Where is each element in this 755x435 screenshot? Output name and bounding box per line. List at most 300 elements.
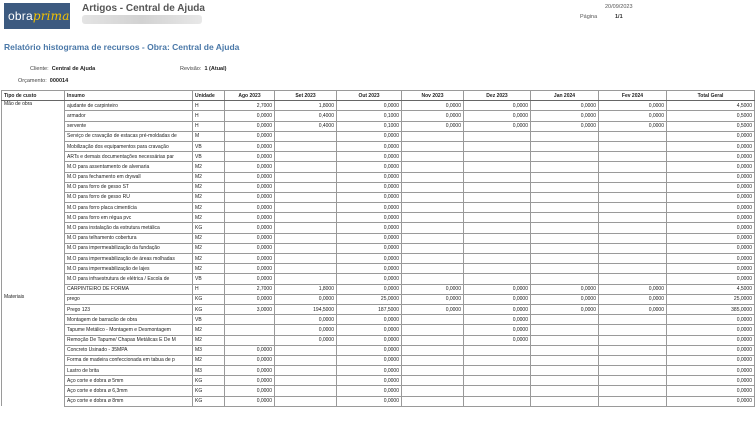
value-cell: 0,0000 <box>667 152 755 162</box>
value-cell: 0,0000 <box>225 366 275 376</box>
value-cell <box>599 243 667 253</box>
value-cell <box>599 131 667 141</box>
value-cell <box>402 192 464 202</box>
value-cell <box>464 243 531 253</box>
value-cell: 0,0000 <box>225 111 275 121</box>
tipo-de-custo-cell <box>2 355 65 365</box>
value-cell: 25,0000 <box>667 294 755 304</box>
value-cell: 0,0000 <box>225 172 275 182</box>
revisao-label: Revisão: <box>180 66 202 72</box>
insumo-cell: M.O para telhamento cobertura <box>65 233 193 243</box>
value-cell: 385,0000 <box>667 304 755 314</box>
unidade-cell: KG <box>193 294 225 304</box>
value-cell: 0,0000 <box>667 325 755 335</box>
table-row <box>2 254 755 264</box>
value-cell: 0,0000 <box>667 396 755 406</box>
table-row <box>2 325 755 335</box>
value-cell: 0,0000 <box>337 182 402 192</box>
value-cell: 0,0000 <box>337 376 402 386</box>
value-cell: 0,0000 <box>599 101 667 111</box>
value-cell <box>599 223 667 233</box>
unidade-cell: KG <box>193 376 225 386</box>
value-cell <box>531 345 599 355</box>
tipo-de-custo-cell: Materiais <box>2 294 65 304</box>
insumo-cell: servente <box>65 121 193 131</box>
col-header: Out 2023 <box>337 91 402 101</box>
table-row <box>2 376 755 386</box>
value-cell: 0,0000 <box>531 121 599 131</box>
insumo-cell: Mobilização dos equipamentos para cravação <box>65 141 193 151</box>
value-cell: 0,0000 <box>464 315 531 325</box>
value-cell <box>599 274 667 284</box>
value-cell: 0,0000 <box>225 355 275 365</box>
value-cell: 0,0000 <box>337 101 402 111</box>
value-cell <box>402 396 464 406</box>
table-row <box>2 335 755 345</box>
value-cell <box>464 274 531 284</box>
value-cell <box>275 264 337 274</box>
value-cell: 0,0000 <box>337 396 402 406</box>
tipo-de-custo-cell <box>2 203 65 213</box>
value-cell: 0,0000 <box>337 315 402 325</box>
value-cell: 0,0000 <box>225 233 275 243</box>
value-cell: 0,0000 <box>337 131 402 141</box>
value-cell: 0,0000 <box>337 243 402 253</box>
value-cell <box>402 141 464 151</box>
unidade-cell: VB <box>193 141 225 151</box>
insumo-cell: Aço corte e dobra ø 8mm <box>65 396 193 406</box>
value-cell: 0,0000 <box>667 254 755 264</box>
value-cell: 0,0000 <box>531 101 599 111</box>
value-cell <box>275 233 337 243</box>
unidade-cell: M2 <box>193 254 225 264</box>
value-cell <box>599 152 667 162</box>
value-cell: 0,5000 <box>667 121 755 131</box>
tipo-de-custo-cell <box>2 274 65 284</box>
value-cell <box>599 192 667 202</box>
value-cell <box>275 254 337 264</box>
value-cell <box>402 243 464 253</box>
value-cell <box>464 213 531 223</box>
value-cell <box>464 172 531 182</box>
unidade-cell: H <box>193 121 225 131</box>
value-cell: 0,0000 <box>337 233 402 243</box>
table-row <box>2 315 755 325</box>
value-cell <box>464 131 531 141</box>
value-cell: 0,0000 <box>337 325 402 335</box>
value-cell <box>275 172 337 182</box>
value-cell <box>275 213 337 223</box>
cliente-value: Central de Ajuda <box>51 66 96 72</box>
table-row <box>2 121 755 131</box>
value-cell <box>599 366 667 376</box>
value-cell: 0,0000 <box>225 121 275 131</box>
value-cell <box>275 131 337 141</box>
value-cell <box>464 192 531 202</box>
tipo-de-custo-cell <box>2 141 65 151</box>
value-cell: 0,0000 <box>337 223 402 233</box>
value-cell <box>275 355 337 365</box>
value-cell: 0,0000 <box>337 172 402 182</box>
unidade-cell: M2 <box>193 355 225 365</box>
value-cell <box>402 325 464 335</box>
tipo-de-custo-cell <box>2 254 65 264</box>
value-cell: 0,0000 <box>337 355 402 365</box>
insumo-cell: Tapume Metálico - Montagem e Desmontagem <box>65 325 193 335</box>
insumo-cell: M.O para forro de gesso ST <box>65 182 193 192</box>
value-cell: 0,0000 <box>667 243 755 253</box>
value-cell <box>599 254 667 264</box>
value-cell: 0,0000 <box>337 345 402 355</box>
insumo-cell: M.O para impermeabilização de áreas molhadas <box>65 254 193 264</box>
value-cell: 4,5000 <box>667 284 755 294</box>
value-cell <box>531 315 599 325</box>
value-cell <box>275 396 337 406</box>
value-cell: 0,4000 <box>275 111 337 121</box>
unidade-cell: KG <box>193 396 225 406</box>
unidade-cell: M2 <box>193 325 225 335</box>
table-row <box>2 345 755 355</box>
value-cell <box>531 203 599 213</box>
document-title: Artigos - Central de Ajuda <box>82 3 205 14</box>
tipo-de-custo-cell <box>2 376 65 386</box>
value-cell <box>275 223 337 233</box>
unidade-cell: VB <box>193 315 225 325</box>
unidade-cell: M2 <box>193 243 225 253</box>
value-cell <box>402 213 464 223</box>
insumo-cell: prego <box>65 294 193 304</box>
value-cell <box>599 182 667 192</box>
value-cell <box>464 366 531 376</box>
insumo-cell: Lastro de brita <box>65 366 193 376</box>
value-cell <box>402 203 464 213</box>
value-cell: 0,0000 <box>225 396 275 406</box>
table-row <box>2 274 755 284</box>
value-cell: 187,5000 <box>337 304 402 314</box>
col-header: Total Geral <box>667 91 755 101</box>
value-cell: 0,0000 <box>337 203 402 213</box>
value-cell: 0,0000 <box>275 335 337 345</box>
tipo-de-custo-cell <box>2 325 65 335</box>
logo-text-accent: prima <box>32 9 70 23</box>
value-cell: 0,0000 <box>225 213 275 223</box>
unidade-cell: M <box>193 131 225 141</box>
value-cell: 0,0000 <box>667 335 755 345</box>
value-cell <box>275 386 337 396</box>
value-cell: 0,0000 <box>402 304 464 314</box>
unidade-cell: KG <box>193 304 225 314</box>
value-cell <box>531 325 599 335</box>
table-row <box>2 213 755 223</box>
value-cell <box>531 386 599 396</box>
value-cell: 0,0000 <box>225 131 275 141</box>
value-cell <box>531 396 599 406</box>
tipo-de-custo-cell <box>2 335 65 345</box>
insumo-cell: M.O para forro placa cimentícia <box>65 203 193 213</box>
value-cell: 0,0000 <box>599 111 667 121</box>
value-cell: 0,0000 <box>667 366 755 376</box>
value-cell <box>275 192 337 202</box>
value-cell <box>402 274 464 284</box>
value-cell: 0,0000 <box>337 213 402 223</box>
value-cell: 0,0000 <box>225 141 275 151</box>
table-row <box>2 141 755 151</box>
value-cell <box>464 376 531 386</box>
value-cell: 0,0000 <box>667 203 755 213</box>
value-cell: 0,0000 <box>667 182 755 192</box>
col-header: Dez 2023 <box>464 91 531 101</box>
value-cell: 0,0000 <box>464 121 531 131</box>
value-cell: 0,0000 <box>337 254 402 264</box>
value-cell: 25,0000 <box>337 294 402 304</box>
col-header: Tipo de custo <box>2 91 65 101</box>
table-row <box>2 386 755 396</box>
redacted-subtitle <box>82 15 202 24</box>
tipo-de-custo-cell <box>2 172 65 182</box>
value-cell <box>402 223 464 233</box>
value-cell <box>225 315 275 325</box>
page-label: Página <box>580 14 598 20</box>
value-cell <box>531 355 599 365</box>
insumo-cell: M.O para impermeabilização de lajes <box>65 264 193 274</box>
value-cell <box>464 162 531 172</box>
value-cell: 0,0000 <box>667 386 755 396</box>
value-cell <box>402 172 464 182</box>
value-cell <box>464 254 531 264</box>
value-cell: 0,0000 <box>667 131 755 141</box>
value-cell: 0,0000 <box>337 386 402 396</box>
value-cell <box>402 335 464 345</box>
company-logo <box>4 3 70 29</box>
table-row <box>2 172 755 182</box>
insumo-cell: M.O para impermeabilização da fundação <box>65 243 193 253</box>
value-cell: 0,0000 <box>275 294 337 304</box>
value-cell: 0,0000 <box>225 294 275 304</box>
value-cell: 0,0000 <box>667 264 755 274</box>
insumo-cell: Montagem de barracão de obra <box>65 315 193 325</box>
table-row <box>2 396 755 406</box>
tipo-de-custo-cell <box>2 121 65 131</box>
value-cell: 0,0000 <box>225 274 275 284</box>
value-cell <box>599 355 667 365</box>
value-cell: 0,0000 <box>464 325 531 335</box>
col-header: Ago 2023 <box>225 91 275 101</box>
page-number: 1/1 <box>615 14 623 20</box>
value-cell: 0,0000 <box>667 376 755 386</box>
unidade-cell: VB <box>193 274 225 284</box>
value-cell <box>402 152 464 162</box>
table-row <box>2 264 755 274</box>
value-cell: 3,0000 <box>225 304 275 314</box>
table-row <box>2 284 755 294</box>
tipo-de-custo-cell <box>2 131 65 141</box>
value-cell: 0,0000 <box>667 162 755 172</box>
table-row <box>2 182 755 192</box>
value-cell: 0,0000 <box>667 315 755 325</box>
insumo-cell: CARPINTEIRO DE FORMA <box>65 284 193 294</box>
tipo-de-custo-cell <box>2 111 65 121</box>
insumo-cell: M.O para fechamento em drywall <box>65 172 193 182</box>
cliente-label: Cliente: <box>30 66 49 72</box>
value-cell <box>531 264 599 274</box>
value-cell <box>531 131 599 141</box>
value-cell: 0,0000 <box>667 274 755 284</box>
value-cell: 0,1000 <box>337 121 402 131</box>
value-cell: 0,0000 <box>667 345 755 355</box>
value-cell <box>275 203 337 213</box>
value-cell <box>599 335 667 345</box>
value-cell: 0,0000 <box>225 223 275 233</box>
col-header: Fev 2024 <box>599 91 667 101</box>
tipo-de-custo-cell <box>2 345 65 355</box>
value-cell <box>275 182 337 192</box>
value-cell: 0,0000 <box>225 243 275 253</box>
value-cell <box>531 376 599 386</box>
value-cell: 0,0000 <box>667 355 755 365</box>
insumo-cell: Prego 123 <box>65 304 193 314</box>
insumo-cell: M.O para forro em régua pvc <box>65 213 193 223</box>
col-header: Insumo <box>65 91 193 101</box>
value-cell: 2,7000 <box>225 101 275 111</box>
value-cell: 0,0000 <box>531 111 599 121</box>
value-cell: 0,4000 <box>275 121 337 131</box>
value-cell <box>531 254 599 264</box>
value-cell: 0,0000 <box>402 101 464 111</box>
value-cell: 0,0000 <box>667 223 755 233</box>
orcamento-label: Orçamento: <box>18 78 47 84</box>
value-cell <box>275 152 337 162</box>
table-row <box>2 131 755 141</box>
value-cell: 0,0000 <box>402 121 464 131</box>
value-cell <box>275 162 337 172</box>
value-cell <box>464 233 531 243</box>
value-cell: 0,0000 <box>337 335 402 345</box>
value-cell: 0,0000 <box>275 325 337 335</box>
insumo-cell: Aço corte e dobra ø 5mm <box>65 376 193 386</box>
report-title: Relatório histograma de recursos - Obra: Central de Ajuda <box>4 42 240 52</box>
print-date: 20/09/2023 <box>605 4 633 10</box>
value-cell: 0,1000 <box>337 111 402 121</box>
value-cell <box>599 162 667 172</box>
value-cell <box>402 315 464 325</box>
value-cell <box>464 203 531 213</box>
value-cell <box>402 366 464 376</box>
value-cell: 0,0000 <box>225 254 275 264</box>
value-cell <box>599 386 667 396</box>
value-cell <box>402 233 464 243</box>
value-cell <box>599 141 667 151</box>
value-cell <box>275 366 337 376</box>
logo-text: obra <box>8 9 33 23</box>
value-cell <box>599 376 667 386</box>
revisao-row <box>180 66 226 72</box>
value-cell <box>599 325 667 335</box>
unidade-cell: M2 <box>193 335 225 345</box>
value-cell: 0,0000 <box>225 152 275 162</box>
tipo-de-custo-cell <box>2 213 65 223</box>
tipo-de-custo-cell <box>2 396 65 406</box>
insumo-cell: Concreto Usinado - 35MPA <box>65 345 193 355</box>
value-cell: 0,0000 <box>337 264 402 274</box>
value-cell: 0,0000 <box>337 366 402 376</box>
value-cell: 0,0000 <box>599 284 667 294</box>
value-cell <box>402 254 464 264</box>
table-row <box>2 101 755 111</box>
table-row <box>2 294 755 304</box>
value-cell: 0,5000 <box>667 111 755 121</box>
tipo-de-custo-cell <box>2 223 65 233</box>
value-cell: 0,0000 <box>531 284 599 294</box>
table-body <box>2 101 755 407</box>
value-cell <box>225 325 275 335</box>
value-cell <box>402 376 464 386</box>
value-cell <box>275 141 337 151</box>
unidade-cell: KG <box>193 386 225 396</box>
value-cell: 0,0000 <box>337 162 402 172</box>
value-cell: 0,0000 <box>667 233 755 243</box>
value-cell <box>464 264 531 274</box>
value-cell <box>531 172 599 182</box>
value-cell <box>531 233 599 243</box>
unidade-cell: KG <box>193 223 225 233</box>
insumo-cell: M.O para instalação da estrutura metálica <box>65 223 193 233</box>
value-cell <box>531 213 599 223</box>
value-cell: 0,0000 <box>464 335 531 345</box>
unidade-cell: M2 <box>193 182 225 192</box>
table-row <box>2 366 755 376</box>
value-cell: 0,0000 <box>402 111 464 121</box>
value-cell <box>275 345 337 355</box>
value-cell: 0,0000 <box>464 111 531 121</box>
value-cell <box>531 243 599 253</box>
value-cell: 1,8000 <box>275 284 337 294</box>
value-cell <box>402 182 464 192</box>
unidade-cell: M2 <box>193 172 225 182</box>
col-header: Unidade <box>193 91 225 101</box>
value-cell <box>599 203 667 213</box>
value-cell <box>402 162 464 172</box>
value-cell <box>464 396 531 406</box>
value-cell <box>464 152 531 162</box>
unidade-cell: M3 <box>193 366 225 376</box>
value-cell <box>599 345 667 355</box>
table-row <box>2 203 755 213</box>
value-cell: 0,0000 <box>225 162 275 172</box>
table-row <box>2 192 755 202</box>
value-cell <box>531 274 599 284</box>
table-row <box>2 162 755 172</box>
value-cell: 0,0000 <box>599 304 667 314</box>
value-cell <box>531 366 599 376</box>
value-cell <box>531 223 599 233</box>
value-cell: 4,5000 <box>667 101 755 111</box>
value-cell: 0,0000 <box>667 172 755 182</box>
value-cell: 0,0000 <box>337 192 402 202</box>
value-cell: 0,0000 <box>464 101 531 111</box>
table-row <box>2 243 755 253</box>
value-cell <box>464 355 531 365</box>
value-cell <box>464 141 531 151</box>
value-cell: 0,0000 <box>531 304 599 314</box>
value-cell: 0,0000 <box>464 294 531 304</box>
tipo-de-custo-cell <box>2 233 65 243</box>
value-cell: 0,0000 <box>402 294 464 304</box>
value-cell <box>402 345 464 355</box>
value-cell: 0,0000 <box>667 213 755 223</box>
value-cell <box>225 335 275 345</box>
unidade-cell: H <box>193 284 225 294</box>
tipo-de-custo-cell <box>2 243 65 253</box>
